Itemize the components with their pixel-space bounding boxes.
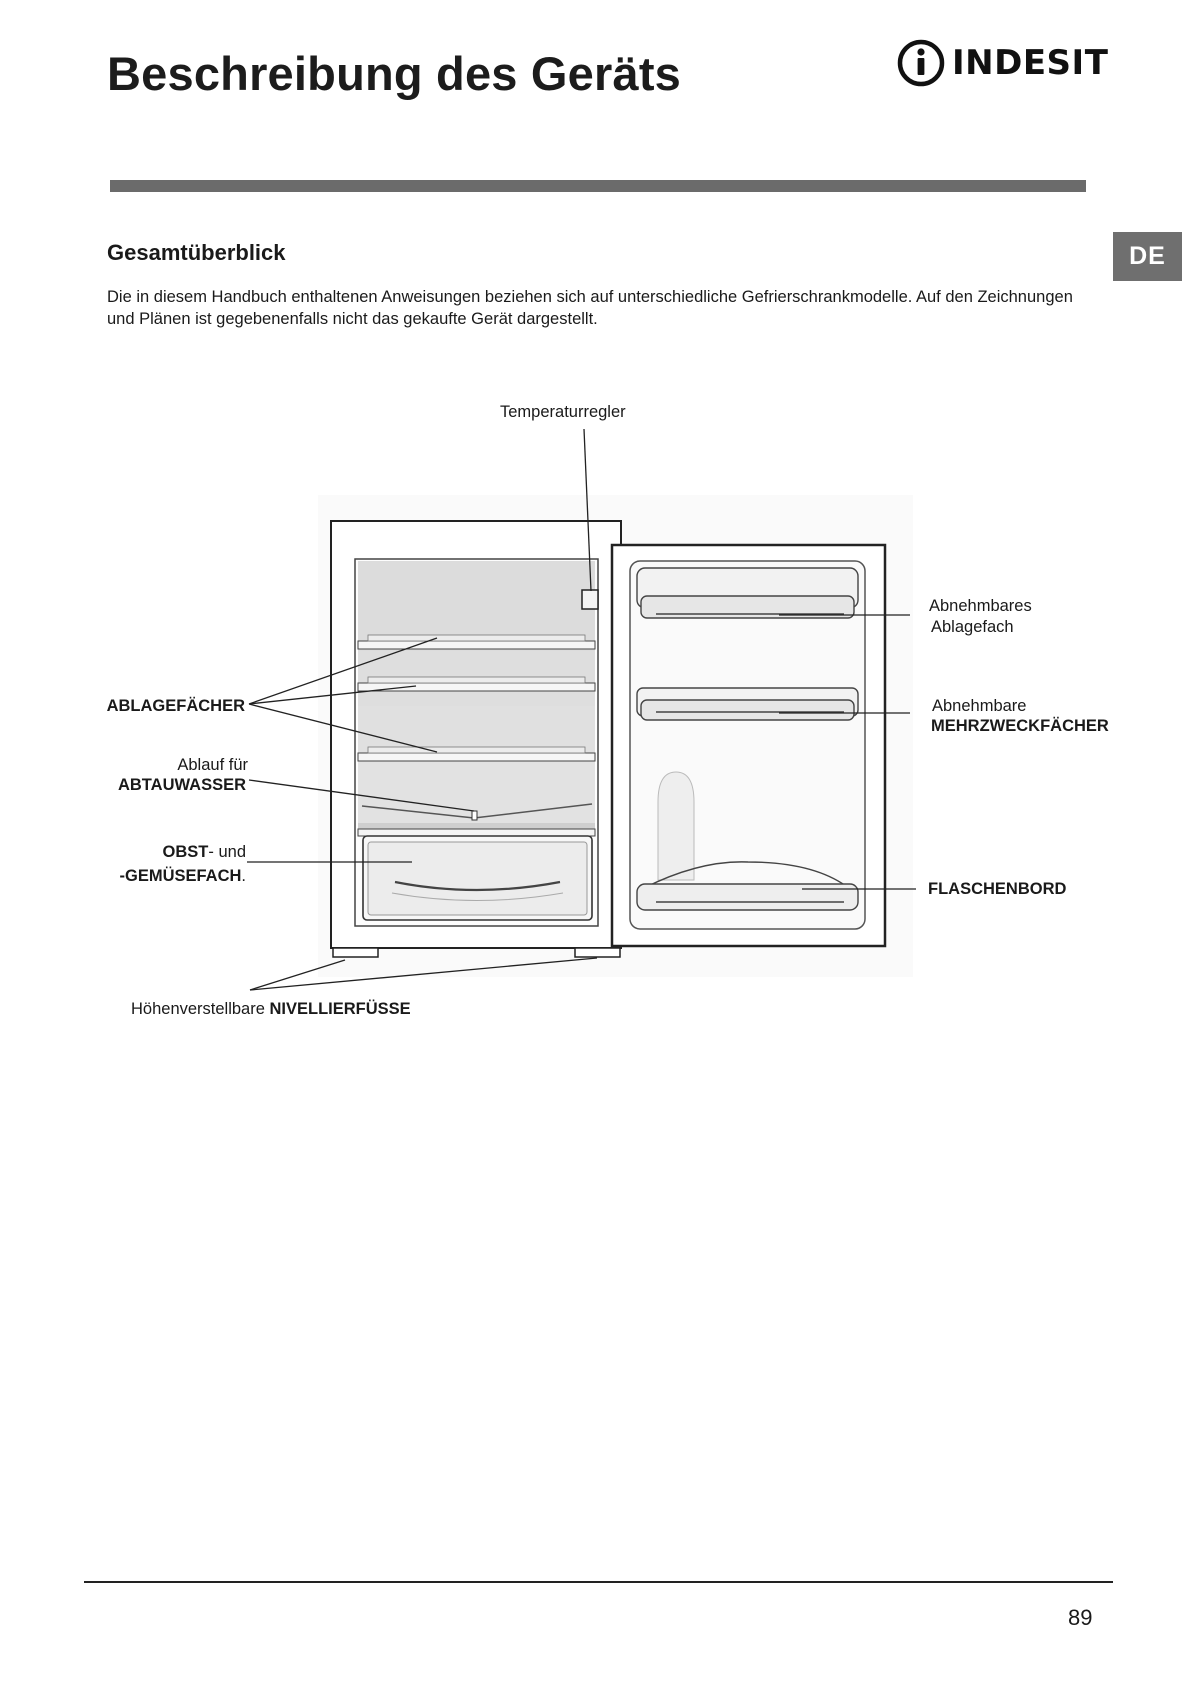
label-crisper-line2 <box>119 866 246 885</box>
page-title: Beschreibung des Geräts <box>107 47 682 100</box>
label-drain-line1: Ablauf für <box>177 756 248 774</box>
intro-paragraph: Die in diesem Handbuch enthaltenen Anweisungen beziehen sich auf unterschiedliche Gefrierschrankmodelle. Auf den Zeichnungen und Plänen ist gegebenenfalls nicht das gekaufte Gerät dargestellt. <box>107 288 1073 328</box>
label-crisper-period: . <box>241 867 246 885</box>
footer-rule <box>84 1581 1113 1583</box>
page-number: 89 <box>1068 1605 1093 1630</box>
temperature-control-box <box>582 590 598 609</box>
fridge-door <box>612 545 885 946</box>
label-bottle-rack: FLASCHENBORD <box>928 880 1067 898</box>
label-multipurpose-line1: Abnehmbare <box>932 697 1027 715</box>
label-drain-line2: ABTAUWASSER <box>117 776 246 794</box>
label-crisper-line1 <box>163 843 246 861</box>
label-crisper-obst: OBST <box>162 843 209 861</box>
section-heading: Gesamtüberblick <box>107 240 286 265</box>
label-crisper-gemuesefach: -GEMÜSEFACH <box>119 867 242 885</box>
label-feet-nivellierfuesse: NIVELLIERFÜSSE <box>269 1000 411 1018</box>
label-multipurpose-line2: MEHRZWECKFÄCHER <box>931 717 1109 735</box>
label-leveling-feet <box>131 999 411 1018</box>
label-shelves: ABLAGEFÄCHER <box>106 697 245 715</box>
label-removable-shelf-line2: Ablagefach <box>931 618 1014 636</box>
label-crisper-und: - und <box>208 843 246 861</box>
crisper-drawer <box>358 829 595 920</box>
language-tab: DE <box>1113 232 1182 281</box>
brand-name: INDESIT <box>952 43 1109 83</box>
label-removable-shelf-line1: Abnehmbares <box>929 597 1032 615</box>
label-temperature-control: Temperaturregler <box>500 403 626 421</box>
label-feet-adjustable: Höhenverstellbare <box>131 1000 270 1018</box>
